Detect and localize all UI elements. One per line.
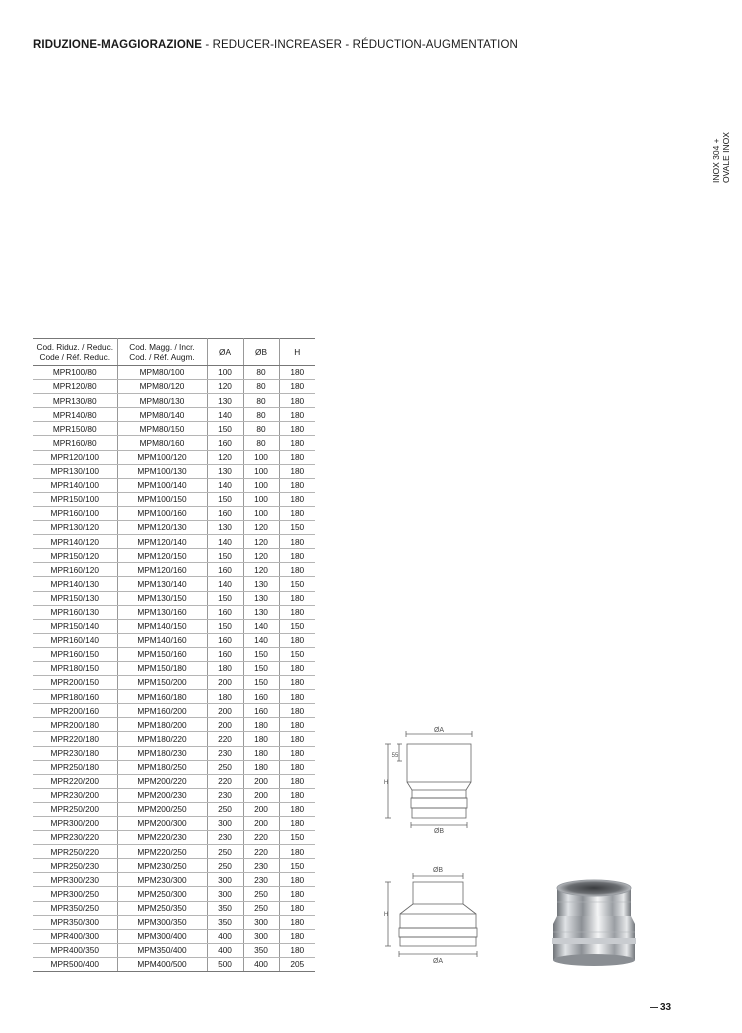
cell-increaser-code: MPM100/140 (117, 478, 207, 492)
cell-reducer-code: MPR200/160 (33, 704, 117, 718)
cell-diameter-b: 80 (243, 408, 279, 422)
cell-diameter-a: 100 (207, 366, 243, 380)
cell-increaser-code: MPM200/300 (117, 817, 207, 831)
cell-height: 180 (279, 605, 315, 619)
cell-reducer-code: MPR150/100 (33, 492, 117, 506)
cell-increaser-code: MPM80/100 (117, 366, 207, 380)
cell-reducer-code: MPR350/300 (33, 915, 117, 929)
cell-diameter-b: 250 (243, 901, 279, 915)
cell-diameter-a: 160 (207, 647, 243, 661)
cell-diameter-a: 230 (207, 746, 243, 760)
cell-diameter-b: 220 (243, 845, 279, 859)
cell-height: 180 (279, 380, 315, 394)
cell-diameter-a: 250 (207, 802, 243, 816)
cell-diameter-b: 150 (243, 676, 279, 690)
cell-height: 180 (279, 929, 315, 943)
cell-increaser-code: MPM150/180 (117, 661, 207, 675)
cell-diameter-a: 300 (207, 887, 243, 901)
spec-table-body (33, 366, 315, 972)
cell-diameter-b: 80 (243, 436, 279, 450)
cell-reducer-code: MPR150/140 (33, 619, 117, 633)
cell-increaser-code: MPM100/160 (117, 506, 207, 520)
cell-height: 180 (279, 802, 315, 816)
cell-diameter-b: 120 (243, 521, 279, 535)
cell-diameter-b: 400 (243, 957, 279, 971)
cell-diameter-b: 100 (243, 464, 279, 478)
side-tab-line1: INOX 304 + (711, 138, 721, 183)
cell-increaser-code: MPM100/120 (117, 450, 207, 464)
cell-increaser-code: MPM130/140 (117, 577, 207, 591)
cell-diameter-a: 160 (207, 633, 243, 647)
cell-diameter-a: 180 (207, 690, 243, 704)
cell-height: 150 (279, 831, 315, 845)
cell-diameter-b: 250 (243, 887, 279, 901)
table-row (33, 394, 315, 408)
cell-height: 180 (279, 450, 315, 464)
cell-reducer-code: MPR400/300 (33, 929, 117, 943)
cell-diameter-b: 80 (243, 422, 279, 436)
cell-diameter-a: 150 (207, 619, 243, 633)
cell-reducer-code: MPR140/120 (33, 535, 117, 549)
cell-height: 180 (279, 394, 315, 408)
reducer-label-bottom: ØA (432, 958, 444, 965)
cell-diameter-b: 230 (243, 873, 279, 887)
cell-diameter-a: 250 (207, 845, 243, 859)
cell-increaser-code: MPM80/130 (117, 394, 207, 408)
cell-reducer-code: MPR140/100 (33, 478, 117, 492)
cell-diameter-b: 100 (243, 506, 279, 520)
cell-diameter-b: 300 (243, 915, 279, 929)
cell-diameter-b: 150 (243, 647, 279, 661)
cell-diameter-a: 250 (207, 859, 243, 873)
cell-height: 180 (279, 690, 315, 704)
increaser-label-55: 55 (391, 753, 399, 759)
cell-reducer-code: MPR250/200 (33, 802, 117, 816)
cell-height: 180 (279, 887, 315, 901)
table-row (33, 802, 315, 816)
cell-reducer-code: MPR120/100 (33, 450, 117, 464)
cell-diameter-a: 150 (207, 422, 243, 436)
cell-height: 180 (279, 366, 315, 380)
table-row (33, 366, 315, 380)
cell-reducer-code: MPR140/130 (33, 577, 117, 591)
cell-height: 180 (279, 817, 315, 831)
cell-reducer-code: MPR350/250 (33, 901, 117, 915)
cell-diameter-a: 140 (207, 577, 243, 591)
cell-diameter-b: 160 (243, 704, 279, 718)
table-row (33, 464, 315, 478)
cell-diameter-a: 250 (207, 760, 243, 774)
cell-height: 150 (279, 521, 315, 535)
cell-diameter-b: 120 (243, 549, 279, 563)
spec-table (33, 338, 315, 972)
cell-height: 180 (279, 943, 315, 957)
table-row (33, 633, 315, 647)
cell-reducer-code: MPR300/250 (33, 887, 117, 901)
table-row (33, 605, 315, 619)
cell-height: 180 (279, 704, 315, 718)
cell-diameter-a: 150 (207, 492, 243, 506)
cell-increaser-code: MPM220/230 (117, 831, 207, 845)
cell-height: 180 (279, 563, 315, 577)
cell-increaser-code: MPM120/150 (117, 549, 207, 563)
cell-diameter-b: 130 (243, 605, 279, 619)
cell-diameter-b: 150 (243, 661, 279, 675)
cell-increaser-code: MPM220/250 (117, 845, 207, 859)
cell-diameter-b: 300 (243, 929, 279, 943)
cell-increaser-code: MPM80/150 (117, 422, 207, 436)
cell-diameter-a: 160 (207, 436, 243, 450)
increaser-drawing (380, 726, 485, 836)
header-increaser-code: Cod. Magg. / Incr. Cod. / Réf. Augm. (117, 339, 207, 366)
cell-height: 150 (279, 619, 315, 633)
cell-reducer-code: MPR180/150 (33, 661, 117, 675)
cell-diameter-a: 160 (207, 605, 243, 619)
table-row (33, 901, 315, 915)
cell-diameter-a: 140 (207, 535, 243, 549)
table-row (33, 887, 315, 901)
page-number (650, 1002, 671, 1013)
cell-increaser-code: MPM80/160 (117, 436, 207, 450)
cell-increaser-code: MPM120/130 (117, 521, 207, 535)
cell-height: 180 (279, 718, 315, 732)
table-row (33, 704, 315, 718)
cell-diameter-a: 350 (207, 901, 243, 915)
table-row (33, 422, 315, 436)
cell-height: 180 (279, 633, 315, 647)
cell-increaser-code: MPM160/180 (117, 690, 207, 704)
cell-diameter-a: 160 (207, 506, 243, 520)
cell-reducer-code: MPR200/180 (33, 718, 117, 732)
cell-reducer-code: MPR220/200 (33, 774, 117, 788)
header-height: H (279, 339, 315, 366)
table-row (33, 943, 315, 957)
cell-increaser-code: MPM200/220 (117, 774, 207, 788)
cell-reducer-code: MPR300/230 (33, 873, 117, 887)
cell-height: 180 (279, 732, 315, 746)
cell-diameter-b: 200 (243, 817, 279, 831)
cell-reducer-code: MPR150/80 (33, 422, 117, 436)
cell-reducer-code: MPR180/160 (33, 690, 117, 704)
table-row (33, 521, 315, 535)
cell-diameter-b: 350 (243, 943, 279, 957)
cell-increaser-code: MPM230/250 (117, 859, 207, 873)
table-row (33, 690, 315, 704)
cell-diameter-a: 300 (207, 817, 243, 831)
table-row (33, 535, 315, 549)
cell-diameter-a: 200 (207, 718, 243, 732)
side-section-tab (711, 103, 735, 183)
cell-increaser-code: MPM80/140 (117, 408, 207, 422)
table-row (33, 619, 315, 633)
cell-diameter-b: 160 (243, 690, 279, 704)
cell-reducer-code: MPR100/80 (33, 366, 117, 380)
cell-increaser-code: MPM140/150 (117, 619, 207, 633)
cell-diameter-b: 130 (243, 591, 279, 605)
cell-increaser-code: MPM180/230 (117, 746, 207, 760)
cell-diameter-a: 120 (207, 380, 243, 394)
cell-diameter-b: 180 (243, 732, 279, 746)
cell-increaser-code: MPM250/300 (117, 887, 207, 901)
reducer-label-height: H (383, 912, 389, 918)
cell-diameter-a: 130 (207, 464, 243, 478)
cell-height: 180 (279, 845, 315, 859)
cell-height: 180 (279, 591, 315, 605)
cell-diameter-a: 120 (207, 450, 243, 464)
cell-diameter-b: 80 (243, 380, 279, 394)
cell-height: 180 (279, 746, 315, 760)
table-row (33, 436, 315, 450)
cell-reducer-code: MPR230/180 (33, 746, 117, 760)
cell-increaser-code: MPM120/160 (117, 563, 207, 577)
steel-fitting-image (545, 872, 645, 972)
cell-diameter-b: 200 (243, 788, 279, 802)
cell-diameter-a: 130 (207, 394, 243, 408)
cell-reducer-code: MPR160/120 (33, 563, 117, 577)
cell-reducer-code: MPR230/200 (33, 788, 117, 802)
cell-diameter-b: 140 (243, 633, 279, 647)
cell-reducer-code: MPR300/200 (33, 817, 117, 831)
cell-diameter-b: 140 (243, 619, 279, 633)
cell-diameter-b: 220 (243, 831, 279, 845)
cell-diameter-a: 220 (207, 774, 243, 788)
cell-diameter-b: 80 (243, 366, 279, 380)
cell-diameter-b: 180 (243, 718, 279, 732)
cell-diameter-a: 180 (207, 661, 243, 675)
page-number-dash (650, 1007, 658, 1008)
cell-height: 180 (279, 676, 315, 690)
cell-increaser-code: MPM120/140 (117, 535, 207, 549)
table-row (33, 577, 315, 591)
cell-height: 180 (279, 464, 315, 478)
cell-reducer-code: MPR150/120 (33, 549, 117, 563)
cell-height: 180 (279, 788, 315, 802)
reducer-drawing (380, 862, 485, 967)
table-row (33, 760, 315, 774)
side-tab-line2: OVALE INOX (721, 132, 731, 183)
header-reducer-code: Cod. Riduz. / Reduc. Code / Réf. Reduc. (33, 339, 117, 366)
cell-increaser-code: MPM100/150 (117, 492, 207, 506)
table-row (33, 380, 315, 394)
cell-increaser-code: MPM180/250 (117, 760, 207, 774)
page-title-bold: RIDUZIONE-MAGGIORAZIONE (33, 39, 203, 51)
cell-diameter-b: 100 (243, 492, 279, 506)
cell-height: 180 (279, 535, 315, 549)
cell-increaser-code: MPM150/160 (117, 647, 207, 661)
table-row (33, 591, 315, 605)
table-row (33, 506, 315, 520)
product-photo (545, 872, 645, 977)
cell-diameter-a: 150 (207, 591, 243, 605)
table-row (33, 873, 315, 887)
cell-diameter-b: 100 (243, 478, 279, 492)
cell-reducer-code: MPR500/400 (33, 957, 117, 971)
cell-increaser-code: MPM180/200 (117, 718, 207, 732)
cell-diameter-b: 230 (243, 859, 279, 873)
table-row (33, 478, 315, 492)
cell-increaser-code: MPM300/350 (117, 915, 207, 929)
cell-reducer-code: MPR250/220 (33, 845, 117, 859)
cell-reducer-code: MPR250/180 (33, 760, 117, 774)
cell-diameter-a: 400 (207, 943, 243, 957)
cell-diameter-a: 140 (207, 478, 243, 492)
cell-height: 180 (279, 478, 315, 492)
increaser-label-bottom: ØB (433, 828, 445, 835)
cell-height: 150 (279, 859, 315, 873)
cell-increaser-code: MPM140/160 (117, 633, 207, 647)
cell-increaser-code: MPM200/230 (117, 788, 207, 802)
table-row (33, 647, 315, 661)
table-row (33, 492, 315, 506)
table-row (33, 915, 315, 929)
cell-height: 150 (279, 577, 315, 591)
cell-reducer-code: MPR200/150 (33, 676, 117, 690)
table-row (33, 774, 315, 788)
cell-increaser-code: MPM130/150 (117, 591, 207, 605)
increaser-label-top: ØA (433, 727, 445, 734)
table-row (33, 831, 315, 845)
cell-height: 180 (279, 436, 315, 450)
cell-reducer-code: MPR220/180 (33, 732, 117, 746)
cell-diameter-b: 200 (243, 774, 279, 788)
header-diameter-a: ØA (207, 339, 243, 366)
cell-diameter-a: 350 (207, 915, 243, 929)
cell-diameter-b: 120 (243, 563, 279, 577)
cell-reducer-code: MPR160/100 (33, 506, 117, 520)
header-diameter-b: ØB (243, 339, 279, 366)
cell-increaser-code: MPM100/130 (117, 464, 207, 478)
table-row (33, 957, 315, 971)
increaser-diagram (380, 726, 485, 841)
cell-diameter-b: 120 (243, 535, 279, 549)
cell-height: 205 (279, 957, 315, 971)
cell-diameter-b: 130 (243, 577, 279, 591)
cell-height: 180 (279, 408, 315, 422)
cell-increaser-code: MPM150/200 (117, 676, 207, 690)
cell-reducer-code: MPR250/230 (33, 859, 117, 873)
cell-diameter-a: 130 (207, 521, 243, 535)
cell-increaser-code: MPM250/350 (117, 901, 207, 915)
cell-height: 180 (279, 492, 315, 506)
table-row (33, 676, 315, 690)
table-row (33, 450, 315, 464)
cell-reducer-code: MPR150/130 (33, 591, 117, 605)
cell-diameter-a: 160 (207, 563, 243, 577)
cell-diameter-b: 80 (243, 394, 279, 408)
cell-diameter-b: 100 (243, 450, 279, 464)
cell-increaser-code: MPM130/160 (117, 605, 207, 619)
cell-diameter-b: 180 (243, 746, 279, 760)
cell-reducer-code: MPR230/220 (33, 831, 117, 845)
cell-diameter-b: 200 (243, 802, 279, 816)
cell-increaser-code: MPM160/200 (117, 704, 207, 718)
cell-diameter-a: 200 (207, 704, 243, 718)
table-row (33, 549, 315, 563)
cell-height: 180 (279, 760, 315, 774)
cell-increaser-code: MPM300/400 (117, 929, 207, 943)
cell-height: 180 (279, 549, 315, 563)
cell-height: 180 (279, 774, 315, 788)
cell-height: 180 (279, 506, 315, 520)
cell-diameter-a: 230 (207, 831, 243, 845)
cell-diameter-a: 230 (207, 788, 243, 802)
cell-height: 150 (279, 647, 315, 661)
cell-reducer-code: MPR160/130 (33, 605, 117, 619)
table-row (33, 817, 315, 831)
table-row (33, 732, 315, 746)
cell-reducer-code: MPR140/80 (33, 408, 117, 422)
cell-reducer-code: MPR130/120 (33, 521, 117, 535)
reducer-label-top: ØB (432, 867, 444, 874)
cell-diameter-a: 140 (207, 408, 243, 422)
table-row (33, 788, 315, 802)
table-row (33, 859, 315, 873)
increaser-label-height: H (383, 780, 389, 786)
cell-increaser-code: MPM350/400 (117, 943, 207, 957)
cell-height: 180 (279, 915, 315, 929)
cell-diameter-a: 400 (207, 929, 243, 943)
cell-height: 180 (279, 422, 315, 436)
cell-increaser-code: MPM180/220 (117, 732, 207, 746)
table-row (33, 845, 315, 859)
cell-reducer-code: MPR130/100 (33, 464, 117, 478)
cell-height: 180 (279, 901, 315, 915)
cell-reducer-code: MPR160/150 (33, 647, 117, 661)
cell-increaser-code: MPM400/500 (117, 957, 207, 971)
cell-height: 180 (279, 873, 315, 887)
table-row (33, 746, 315, 760)
table-row (33, 563, 315, 577)
table-row (33, 661, 315, 675)
cell-diameter-a: 500 (207, 957, 243, 971)
cell-increaser-code: MPM230/300 (117, 873, 207, 887)
cell-diameter-a: 200 (207, 676, 243, 690)
page-number-value: 33 (660, 1002, 672, 1013)
cell-diameter-a: 150 (207, 549, 243, 563)
reducer-diagram (380, 862, 485, 972)
cell-increaser-code: MPM80/120 (117, 380, 207, 394)
table-row (33, 929, 315, 943)
cell-increaser-code: MPM200/250 (117, 802, 207, 816)
cell-diameter-a: 220 (207, 732, 243, 746)
cell-reducer-code: MPR160/140 (33, 633, 117, 647)
cell-diameter-a: 300 (207, 873, 243, 887)
cell-height: 180 (279, 661, 315, 675)
table-row (33, 718, 315, 732)
cell-reducer-code: MPR400/350 (33, 943, 117, 957)
spec-table-header-row (33, 339, 315, 366)
page-title (33, 39, 518, 51)
page-title-rest: - REDUCER-INCREASER - RÉDUCTION-AUGMENTATION (202, 39, 518, 51)
cell-reducer-code: MPR160/80 (33, 436, 117, 450)
cell-diameter-b: 180 (243, 760, 279, 774)
cell-reducer-code: MPR130/80 (33, 394, 117, 408)
cell-reducer-code: MPR120/80 (33, 380, 117, 394)
table-row (33, 408, 315, 422)
